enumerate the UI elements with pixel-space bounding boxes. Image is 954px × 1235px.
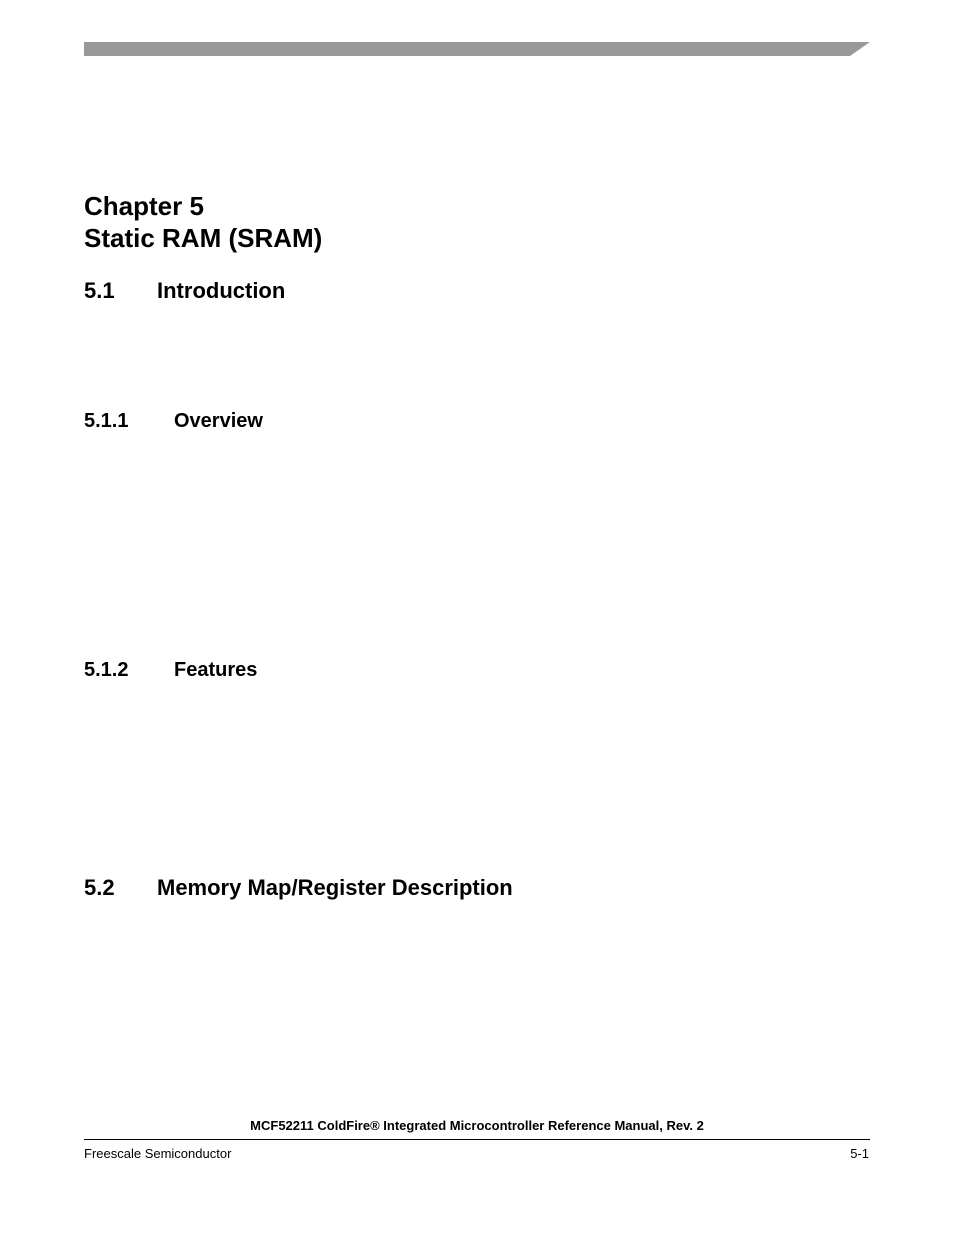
header-bar-shape: [84, 42, 870, 56]
footer-company: Freescale Semiconductor: [84, 1146, 232, 1161]
section-heading-features: [84, 658, 257, 682]
footer-page-number: 5-1: [850, 1146, 869, 1161]
section-title: Features: [174, 659, 258, 681]
section-heading-overview: [84, 409, 263, 433]
section-number: 5.1.2: [84, 659, 129, 681]
header-bar: [84, 42, 870, 56]
section-title: Overview: [174, 410, 263, 432]
section-heading-memory-map: [84, 875, 513, 901]
section-number: 5.1.1: [84, 410, 129, 432]
footer-divider: [84, 1139, 870, 1140]
chapter-heading: [84, 190, 322, 254]
chapter-title: Static RAM (SRAM): [84, 223, 323, 253]
footer-document-title: MCF52211 ColdFire® Integrated Microcontroller Reference Manual, Rev. 2: [250, 1118, 704, 1133]
section-number: 5.1: [84, 278, 115, 303]
section-title: Memory Map/Register Description: [157, 875, 513, 900]
section-number: 5.2: [84, 875, 115, 900]
chapter-label: Chapter 5: [84, 191, 204, 221]
section-heading-introduction: [84, 278, 285, 304]
section-title: Introduction: [157, 278, 286, 303]
